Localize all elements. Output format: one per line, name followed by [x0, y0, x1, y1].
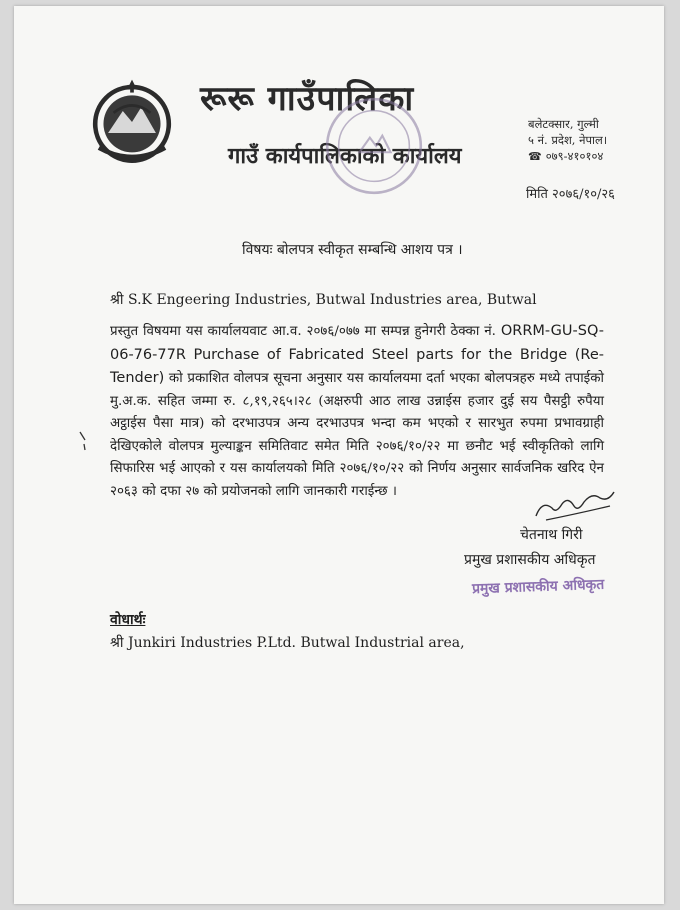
letter-page — [14, 6, 664, 904]
signer-name: चेतनाथ गिरी — [520, 527, 583, 543]
contract-reference: ORRM-GU-SQ-06-76-77R Purchase of Fabricated Steel parts for the Bridge (Re-Tender) — [110, 323, 604, 386]
nepal-emblem-icon — [86, 76, 178, 168]
letter-date: मिति २०७६/१०/२६ — [526, 187, 615, 202]
phone-number: ०७९-४१०१०४ — [545, 149, 604, 163]
office-subtitle: गाउँ कार्यपालिकाको कार्यालय — [228, 144, 462, 169]
phone-line — [528, 148, 607, 165]
handwritten-signature — [526, 486, 618, 526]
title-stamp: प्रमुख प्रशासकीय अधिकृत — [471, 576, 605, 598]
telephone-icon: ☎ — [528, 150, 542, 163]
letter-recipient: श्री S.K Engeering Industries, Butwal Industries area, Butwal — [110, 292, 537, 308]
address-line-2: ५ नं. प्रदेश, नेपाल। — [528, 133, 608, 147]
body-part-2: को प्रकाशित वोलपत्र सूचना अनुसार यस कार्यालयमा दर्ता भएका बोलपत्रहरु मध्ये तपाईको मु.अ.क. सहित जम्मा रु. ८,१९,२६५।२८ (अक्षरुपी आठ लाख उन्नाईस हजार दुई सय पैसट्ठी रुपैया अट्ठाईस पैसा मात्र) को दरभाउपत्र अन्य दरभाउपत्र भन्दा कम भएको र सारभुत रुपमा प्रभावग्राही देखिएकोले वोलपत्र मुल्याङ्कन समितिवाट समेत मिति २०७६/१०/२२ मा छनौट भई स्वीकृतिको लागि सिफारिस भई आएको र यस कार्यालयको मिति २०७६/१०/२२ को निर्णय अनुसार सार्वजनिक खरिद ऐन २०६३ को दफा २७ को प्रयोजनको लागि जानकारी गराईन्छ । — [110, 371, 604, 499]
letter-body — [110, 320, 604, 503]
signer-title: प्रमुख प्रशासकीय अधिकृत — [464, 552, 596, 568]
cc-recipient: श्री Junkiri Industries P.Ltd. Butwal Industrial area, — [110, 635, 465, 651]
body-part-1: प्रस्तुत विषयमा यस कार्यालयवाट आ.व. २०७६/०७७ मा सम्पन्न हुनेगरी ठेक्का नं. — [110, 324, 501, 339]
cc-label: वोधार्थः — [110, 612, 146, 628]
letter-subject: विषयः बोलपत्र स्वीकृत सम्बन्धि आशय पत्र । — [242, 242, 463, 258]
address-line-1: बलेटक्सार, गुल्मी — [528, 117, 599, 131]
office-address — [528, 116, 607, 165]
office-seal-icon — [322, 94, 426, 198]
margin-tick-mark — [78, 428, 92, 452]
office-name: रूरू गाउँपालिका — [200, 79, 415, 119]
